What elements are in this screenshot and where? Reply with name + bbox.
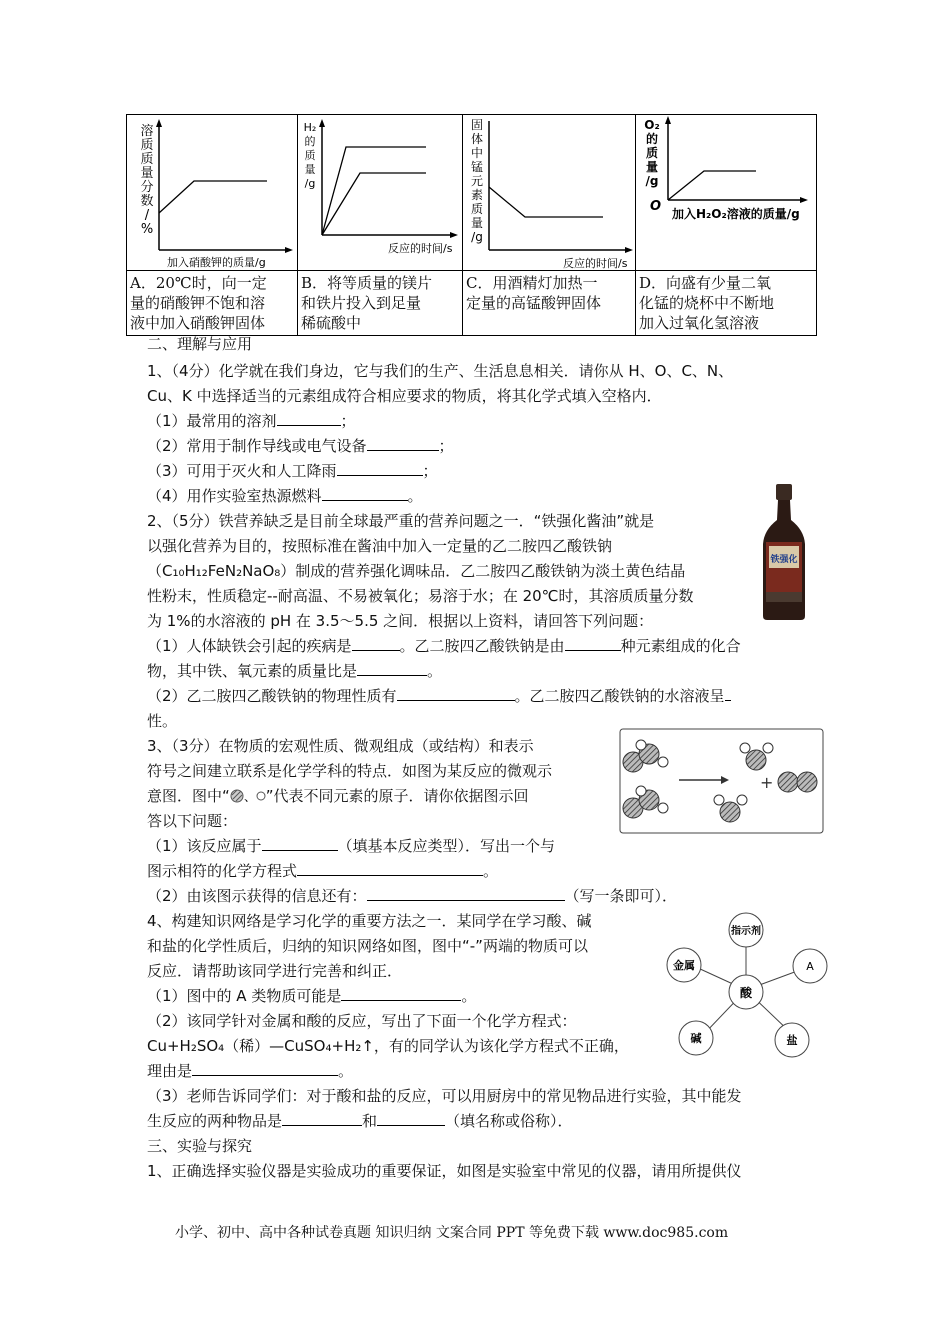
q2-part-1: （1）人体缺铁会引起的疾病是 。乙二胺四乙酸铁钠是由 种元素组成的化合 <box>147 637 741 655</box>
section-2-heading: 二、理解与应用 <box>147 335 253 353</box>
q2-blank-ratio[interactable] <box>357 661 427 676</box>
graph-a-xlabel: 加入硝酸钾的质量/g <box>167 256 266 269</box>
soy-sauce-bottle-image <box>758 482 810 622</box>
ylabel-char: H₂ <box>303 121 317 134</box>
graph-d <box>636 115 816 270</box>
graph-b-ylabel <box>304 121 317 190</box>
ylabel-char: 元 <box>470 174 484 188</box>
q2-stem-3: （C₁₀H₁₂FeN₂NaO₈）制成的营养强化调味品．乙二胺四乙酸铁钠为淡土黄色结晶 <box>147 562 686 580</box>
q4-part-2: （2）该同学针对金属和酸的反应，写出了下面一个化学方程式： <box>147 1012 577 1030</box>
ylabel-char: 中 <box>470 146 484 160</box>
ylabel-char: /g <box>645 174 659 188</box>
caption-c: C．用酒精灯加热一 定量的高锰酸钾固体 <box>463 271 636 336</box>
q2-part-1b: 物，其中铁、氧元素的质量比是 。 <box>147 662 443 680</box>
q3-blank-type[interactable] <box>262 836 338 851</box>
graph-b-xlabel: 反应的时间/s <box>388 242 453 255</box>
q4-blank-a[interactable] <box>341 986 461 1001</box>
ylabel-char: 素 <box>470 188 484 202</box>
ylabel-char: O₂ <box>644 118 660 132</box>
q1-blank-1[interactable] <box>277 411 341 426</box>
graph-d-xlabel: 加入H₂O₂溶液的质量/g <box>672 207 800 221</box>
q3-blank-info[interactable] <box>367 886 565 901</box>
bottle-label-text: 铁强化 <box>770 555 798 565</box>
ylabel-char: 质 <box>140 152 154 167</box>
ylabel-char: 锰 <box>470 160 484 174</box>
graph-d-origin: O <box>650 199 662 214</box>
section-3-heading: 三、实验与探究 <box>147 1137 253 1155</box>
q4-part-1: （1）图中的 A 类物质可能是 。 <box>147 987 477 1005</box>
q2-part-2b: 性。 <box>147 712 178 730</box>
node-metal: 金属 <box>673 959 695 972</box>
graph-c-ylabel <box>471 118 483 244</box>
q3-part-2: （2）由该图示获得的信息还有： （写一条即可）． <box>147 887 678 905</box>
q4-blank-reason[interactable] <box>192 1061 338 1076</box>
ylabel-char: /g <box>471 230 483 244</box>
ylabel-char: /g <box>304 177 316 190</box>
ylabel-char: 量 <box>140 166 154 181</box>
node-indicator: 指示剂 <box>731 926 761 937</box>
q4-part-3: （3）老师告诉同学们：对于酸和盐的反应，可以用厨房中的常见物品进行实验，其中能发 <box>147 1087 742 1105</box>
q4-stem-1: 4、构建知识网络是学习化学的重要方法之一．某同学在学习酸、碱 <box>147 912 592 930</box>
ylabel-char: 质 <box>304 149 316 162</box>
q1-item-4: （4）用作实验室热源燃料 。 <box>147 487 423 505</box>
ylabel-char: 量 <box>470 216 484 230</box>
graph-d-ylabel <box>644 118 659 188</box>
q2-blank-disease[interactable] <box>352 636 400 651</box>
q2-blank-elements[interactable] <box>565 636 621 651</box>
q1-blank-3[interactable] <box>337 461 423 476</box>
q1-blank-2[interactable] <box>367 436 439 451</box>
node-acid: 酸 <box>739 986 753 1000</box>
caption-b: B．将等质量的镁片 和铁片投入到足量 稀硫酸中 <box>298 271 463 336</box>
page-footer: 小学、初中、高中各种试卷真题 知识归纳 文案合同 PPT 等免费下载 www.doc985.com <box>175 1225 729 1241</box>
ylabel-char: 质 <box>645 146 659 160</box>
graph-a-ylabel <box>140 123 153 237</box>
q3-blank-equation[interactable] <box>297 861 483 876</box>
node-salt: 盐 <box>786 1034 798 1047</box>
q3-stem-3: 意图．图中“ 、 ”代表不同元素的原子．请你依据图示回 <box>147 787 529 805</box>
q1-blank-4[interactable] <box>322 486 408 501</box>
q3-stem-2: 符号之间建立联系是化学学科的特点．如图为某反应的微观示 <box>147 762 553 780</box>
reaction-plus-sign: + <box>760 773 774 792</box>
reaction-micro-diagram <box>619 728 824 834</box>
ylabel-char: 量 <box>304 163 316 176</box>
ylabel-char: % <box>140 222 154 237</box>
graph-b <box>298 115 462 270</box>
svg-text:、: 、 <box>243 790 256 803</box>
q4-part-3b: 生反应的两种物品是 和 （填名称或俗称）． <box>147 1112 573 1130</box>
q4-equation: Cu+H₂SO₄（稀）—CuSO₄+H₂↑，有的同学认为该化学方程式不正确， <box>147 1037 629 1055</box>
q4-stem-3: 反应．请帮助该同学进行完善和纠正． <box>147 962 403 980</box>
q1-item-1: （1）最常用的溶剂 ； <box>147 412 356 430</box>
atom-legend-icon <box>230 789 266 803</box>
ylabel-char: 质 <box>140 138 154 153</box>
q2-stem-1: 2、（5分）铁营养缺乏是目前全球最严重的营养问题之一．“铁强化酱油”就是 <box>147 512 655 530</box>
ylabel-char: 质 <box>470 202 484 216</box>
ylabel-char: 分 <box>140 180 154 195</box>
node-base: 碱 <box>690 1032 702 1045</box>
q2-blank-acidity[interactable] <box>725 686 731 701</box>
graph-table <box>126 114 817 336</box>
q4-blank-item-2[interactable] <box>377 1111 445 1126</box>
caption-a: A．20℃时，向一定 量的硝酸钾不饱和溶 液中加入硝酸钾固体 <box>127 271 298 336</box>
q3-stem-4: 答以下问题： <box>147 812 238 830</box>
q1-item-2: （2）常用于制作导线或电气设备 ； <box>147 437 454 455</box>
ylabel-char: 量 <box>645 160 659 174</box>
q4-blank-item-1[interactable] <box>282 1111 362 1126</box>
q2-stem-4: 性粉末，性质稳定--耐高温、不易被氧化；易溶于水；在 20℃时，其溶质质量分数 <box>147 587 694 605</box>
ylabel-char: 数 <box>140 194 154 209</box>
q2-blank-property[interactable] <box>397 686 515 701</box>
q4-stem-2: 和盐的化学性质后，归纳的知识网络如图，图中“-”两端的物质可以 <box>147 937 588 955</box>
q1-stem-1: 1、（4分）化学就在我们身边，它与我们的生产、生活息息相关．请你从 H、O、C、N、 <box>147 362 734 380</box>
acid-knowledge-network <box>660 910 830 1058</box>
caption-d: D．向盛有少量二氧 化锰的烧杯中不断地 加入过氧化氢溶液 <box>636 271 817 336</box>
q3-part-1: （1）该反应属于 （填基本反应类型）．写出一个与 <box>147 837 556 855</box>
ylabel-char: 的 <box>304 135 316 148</box>
graph-c <box>463 115 635 270</box>
graph-c-xlabel: 反应的时间/s <box>563 257 628 270</box>
q5-stem: 1、正确选择实验仪器是实验成功的重要保证，如图是实验室中常见的仪器，请用所提供仪 <box>147 1162 742 1180</box>
q4-part-2b: 理由是 。 <box>147 1062 354 1080</box>
q2-stem-2: 以强化营养为目的，按照标准在酱油中加入一定量的乙二胺四乙酸铁钠 <box>147 537 613 555</box>
q1-item-3: （3）可用于灭火和人工降雨 ； <box>147 462 438 480</box>
ylabel-char: / <box>144 208 150 223</box>
q3-stem-1: 3、（3分）在物质的宏观性质、微观组成（或结构）和表示 <box>147 737 534 755</box>
q3-part-1b: 图示相符的化学方程式 。 <box>147 862 499 880</box>
ylabel-char: 固 <box>470 118 484 132</box>
ylabel-char: 体 <box>470 132 484 146</box>
q2-part-2: （2）乙二胺四乙酸铁钠的物理性质有 。乙二胺四乙酸铁钠的水溶液呈 <box>147 686 731 706</box>
graph-a <box>127 115 297 270</box>
node-a: A <box>806 960 814 973</box>
q1-stem-2: Cu、K 中选择适当的元素组成符合相应要求的物质，将其化学式填入空格内． <box>147 387 662 405</box>
q2-stem-5: 为 1%的水溶液的 pH 在 3.5～5.5 之间．根据以上资料，请回答下列问题： <box>147 612 654 630</box>
ylabel-char: 溶 <box>140 124 154 139</box>
ylabel-char: 的 <box>645 132 659 146</box>
